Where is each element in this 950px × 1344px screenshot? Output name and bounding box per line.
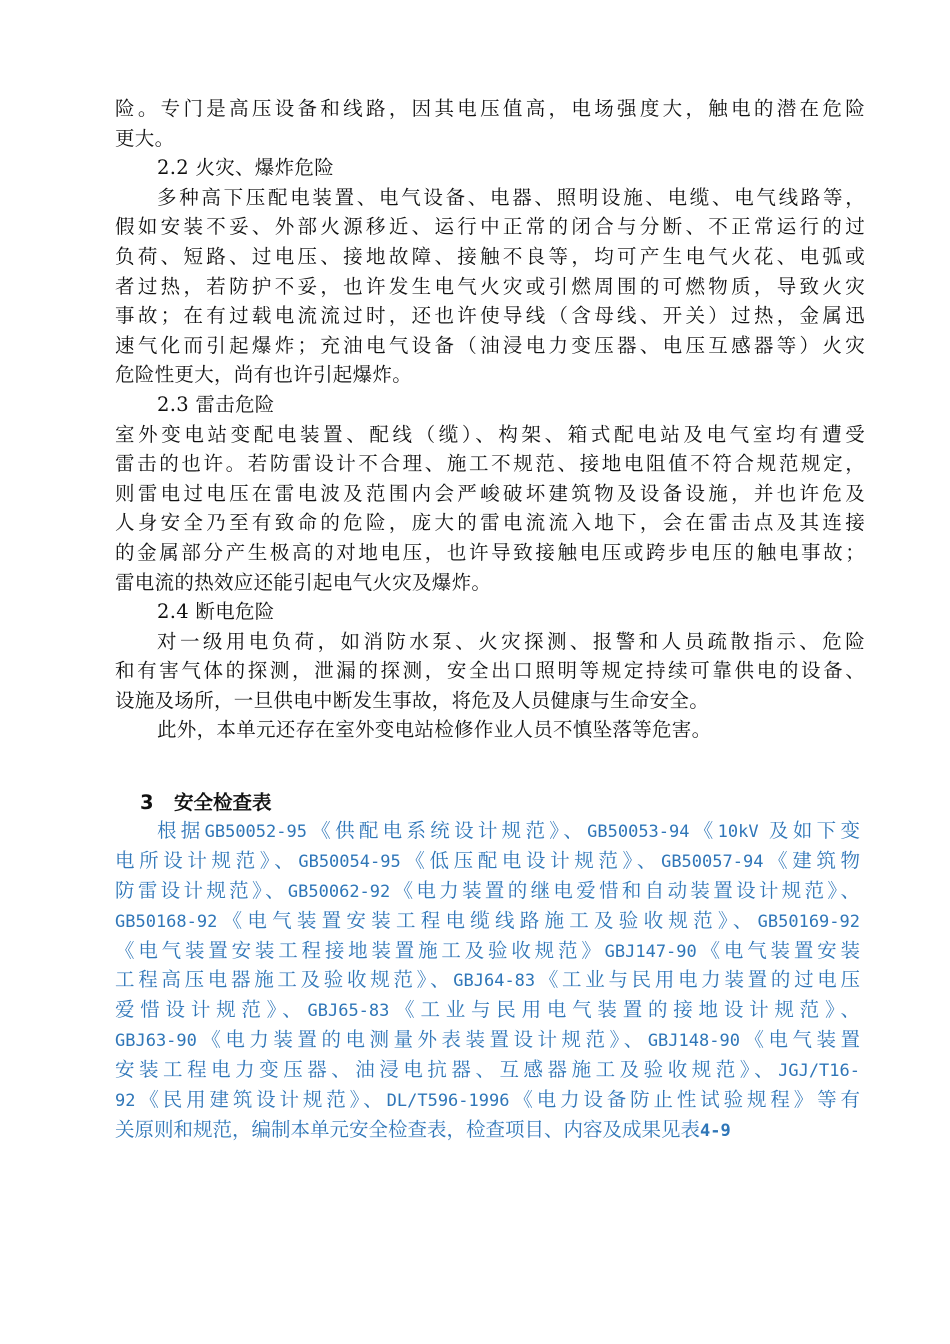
body-line: 速气化而引起爆炸；充油电气设备（油浸电力变压器、电压互感器等）火灾 [115, 333, 865, 357]
body-line: 则雷电过电压在雷电波及范围内会严峻破坏建筑物及设备设施，并也许危及 [115, 481, 865, 505]
standard-code: GBJ147-90 [604, 941, 697, 962]
body-line: 人身安全乃至有致命的危险，庞大的雷电流流入地下，会在雷击点及其连接 [115, 511, 865, 535]
hazard-text-block [115, 94, 865, 745]
body-line: 危险性更大，尚有也许引起爆炸。 [115, 363, 413, 387]
body-line: 更大。 [115, 126, 175, 150]
body-line: 负荷、短路、过电压、接地故障、接触不良等，均可产生电气火花、电弧或 [115, 244, 865, 268]
standard-code: GBJ65-83 [307, 1001, 390, 1022]
text-run: 《民用建筑设计规范》、 [135, 1088, 387, 1112]
standard-code: GB50054-95 [298, 851, 401, 872]
section-number: 3 [140, 791, 154, 814]
table-reference: 4-9 [700, 1120, 731, 1141]
standard-code: GBJ148-90 [647, 1031, 740, 1052]
standard-code: GB50168-92 [115, 911, 218, 932]
body-line: 者过热，若防护不妥，也许发生电气火灾或引燃周围的可燃物质，导致火灾 [115, 274, 865, 298]
text-run: 《电气装置安装工程电缆线路施工及验收规范》、 [217, 908, 758, 932]
text-run: 《低压配电设计规范》、 [400, 848, 662, 872]
standard-code: 10kV [717, 822, 759, 842]
standard-code: JGJ/T16- [778, 1061, 860, 1082]
body-line: 多种高下压配电装置、电气设备、电器、照明设施、电缆、电气线路等， [157, 185, 865, 209]
standards-line [115, 995, 860, 1025]
standard-code: GBJ64-83 [453, 971, 536, 992]
standards-line [115, 1085, 860, 1115]
body-line: 雷击的也许。若防雷设计不合理、施工不规范、接地电阻值不符合规范规定， [115, 452, 865, 476]
standard-code: GB50169-92 [757, 911, 860, 932]
text-run: 根据 [157, 819, 205, 842]
text-run: 及如下变 [758, 819, 860, 842]
standards-line [115, 936, 860, 966]
body-line: 事故；在有过载电流流过时，还也许使导线（含母线、开关）过热，金属迅 [115, 304, 865, 328]
text-run: 《电气装置 [739, 1028, 860, 1052]
standards-line [115, 965, 860, 995]
text-run: 《电力装置的电测量外表装置设计规范》、 [196, 1028, 648, 1052]
text-run: 《工业与民用电力装置的过电压 [535, 968, 860, 992]
standards-line [115, 876, 860, 906]
standard-code: GBJ63-90 [115, 1031, 197, 1052]
body-line: 和有害气体的探测，泄漏的探测，安全出口照明等规定持续可靠供电的设备、 [115, 659, 865, 683]
text-run: 《电气装置安装工程接地装置施工及验收规范》 [115, 938, 605, 962]
standards-paragraph [115, 816, 860, 1145]
standard-code: DL/T596-1996 [386, 1091, 510, 1112]
text-run: 《工业与民用电气装置的接地设计规范》、 [389, 998, 860, 1022]
standards-line [115, 1025, 860, 1055]
section-heading [140, 788, 272, 818]
body-line: 雷电流的热效应还能引起电气火灾及爆炸。 [115, 570, 492, 594]
text-run: 《 [689, 819, 718, 842]
subheading-power-outage: 2.4 断电危险 [157, 600, 275, 624]
text-run: 安装工程电力变压器、油浸电抗器、互感器施工及验收规范》、 [115, 1058, 779, 1082]
subheading-fire-explosion: 2.2 火灾、爆炸危险 [157, 156, 335, 180]
text-run: 《电气装置安装 [696, 938, 860, 962]
standard-code: GB50052-95 [204, 822, 307, 842]
standard-code: GB50053-94 [587, 822, 690, 842]
standards-line [115, 816, 860, 846]
subheading-lightning: 2.3 雷击危险 [157, 392, 275, 416]
standard-code: GB50062-92 [287, 881, 391, 902]
standard-code: 92 [115, 1091, 136, 1112]
text-run: 工程高压电器施工及验收规范》、 [115, 968, 454, 992]
standards-line [115, 906, 860, 936]
text-run: 防雷设计规范》、 [115, 878, 288, 902]
body-line: 设施及场所，一旦供电中断发生事故，将危及人员健康与生命安全。 [115, 688, 710, 712]
section-title: 安全检查表 [174, 791, 272, 814]
text-run: 《电力装置的继电爱惜和自动装置设计规范》、 [390, 878, 860, 902]
text-run: 电所设计规范》、 [115, 848, 299, 872]
standards-line [115, 846, 860, 876]
text-run: 爱惜设计规范》、 [115, 998, 308, 1022]
body-line: 对一级用电负荷，如消防水泵、火灾探测、报警和人员疏散指示、危险 [157, 629, 865, 653]
text-run: 关原则和规范，编制本单元安全检查表，检查项目、内容及成果见表 [115, 1117, 701, 1141]
body-line: 假如安装不妥、外部火源移近、运行中正常的闭合与分断、不正常运行的过 [115, 215, 865, 239]
text-run: 《建筑物 [763, 848, 860, 872]
standards-line [115, 1115, 860, 1145]
body-line: 险。专门是高压设备和线路，因其电压值高，电场强度大，触电的潜在危险 [115, 97, 865, 120]
standards-line [115, 1055, 860, 1085]
body-line: 室外变电站变配电装置、配线（缆）、构架、箱式配电站及电气室均有遭受 [115, 422, 865, 446]
text-run: 《电力设备防止性试验规程》等有 [509, 1088, 860, 1112]
standard-code: GB50057-94 [661, 851, 764, 872]
body-line: 的金属部分产生极高的对地电压，也许导致接触电压或跨步电压的触电事故； [115, 540, 865, 564]
body-line: 此外，本单元还存在室外变电站检修作业人员不慎坠落等危害。 [157, 718, 712, 742]
text-run: 《供配电系统设计规范》、 [306, 819, 588, 842]
